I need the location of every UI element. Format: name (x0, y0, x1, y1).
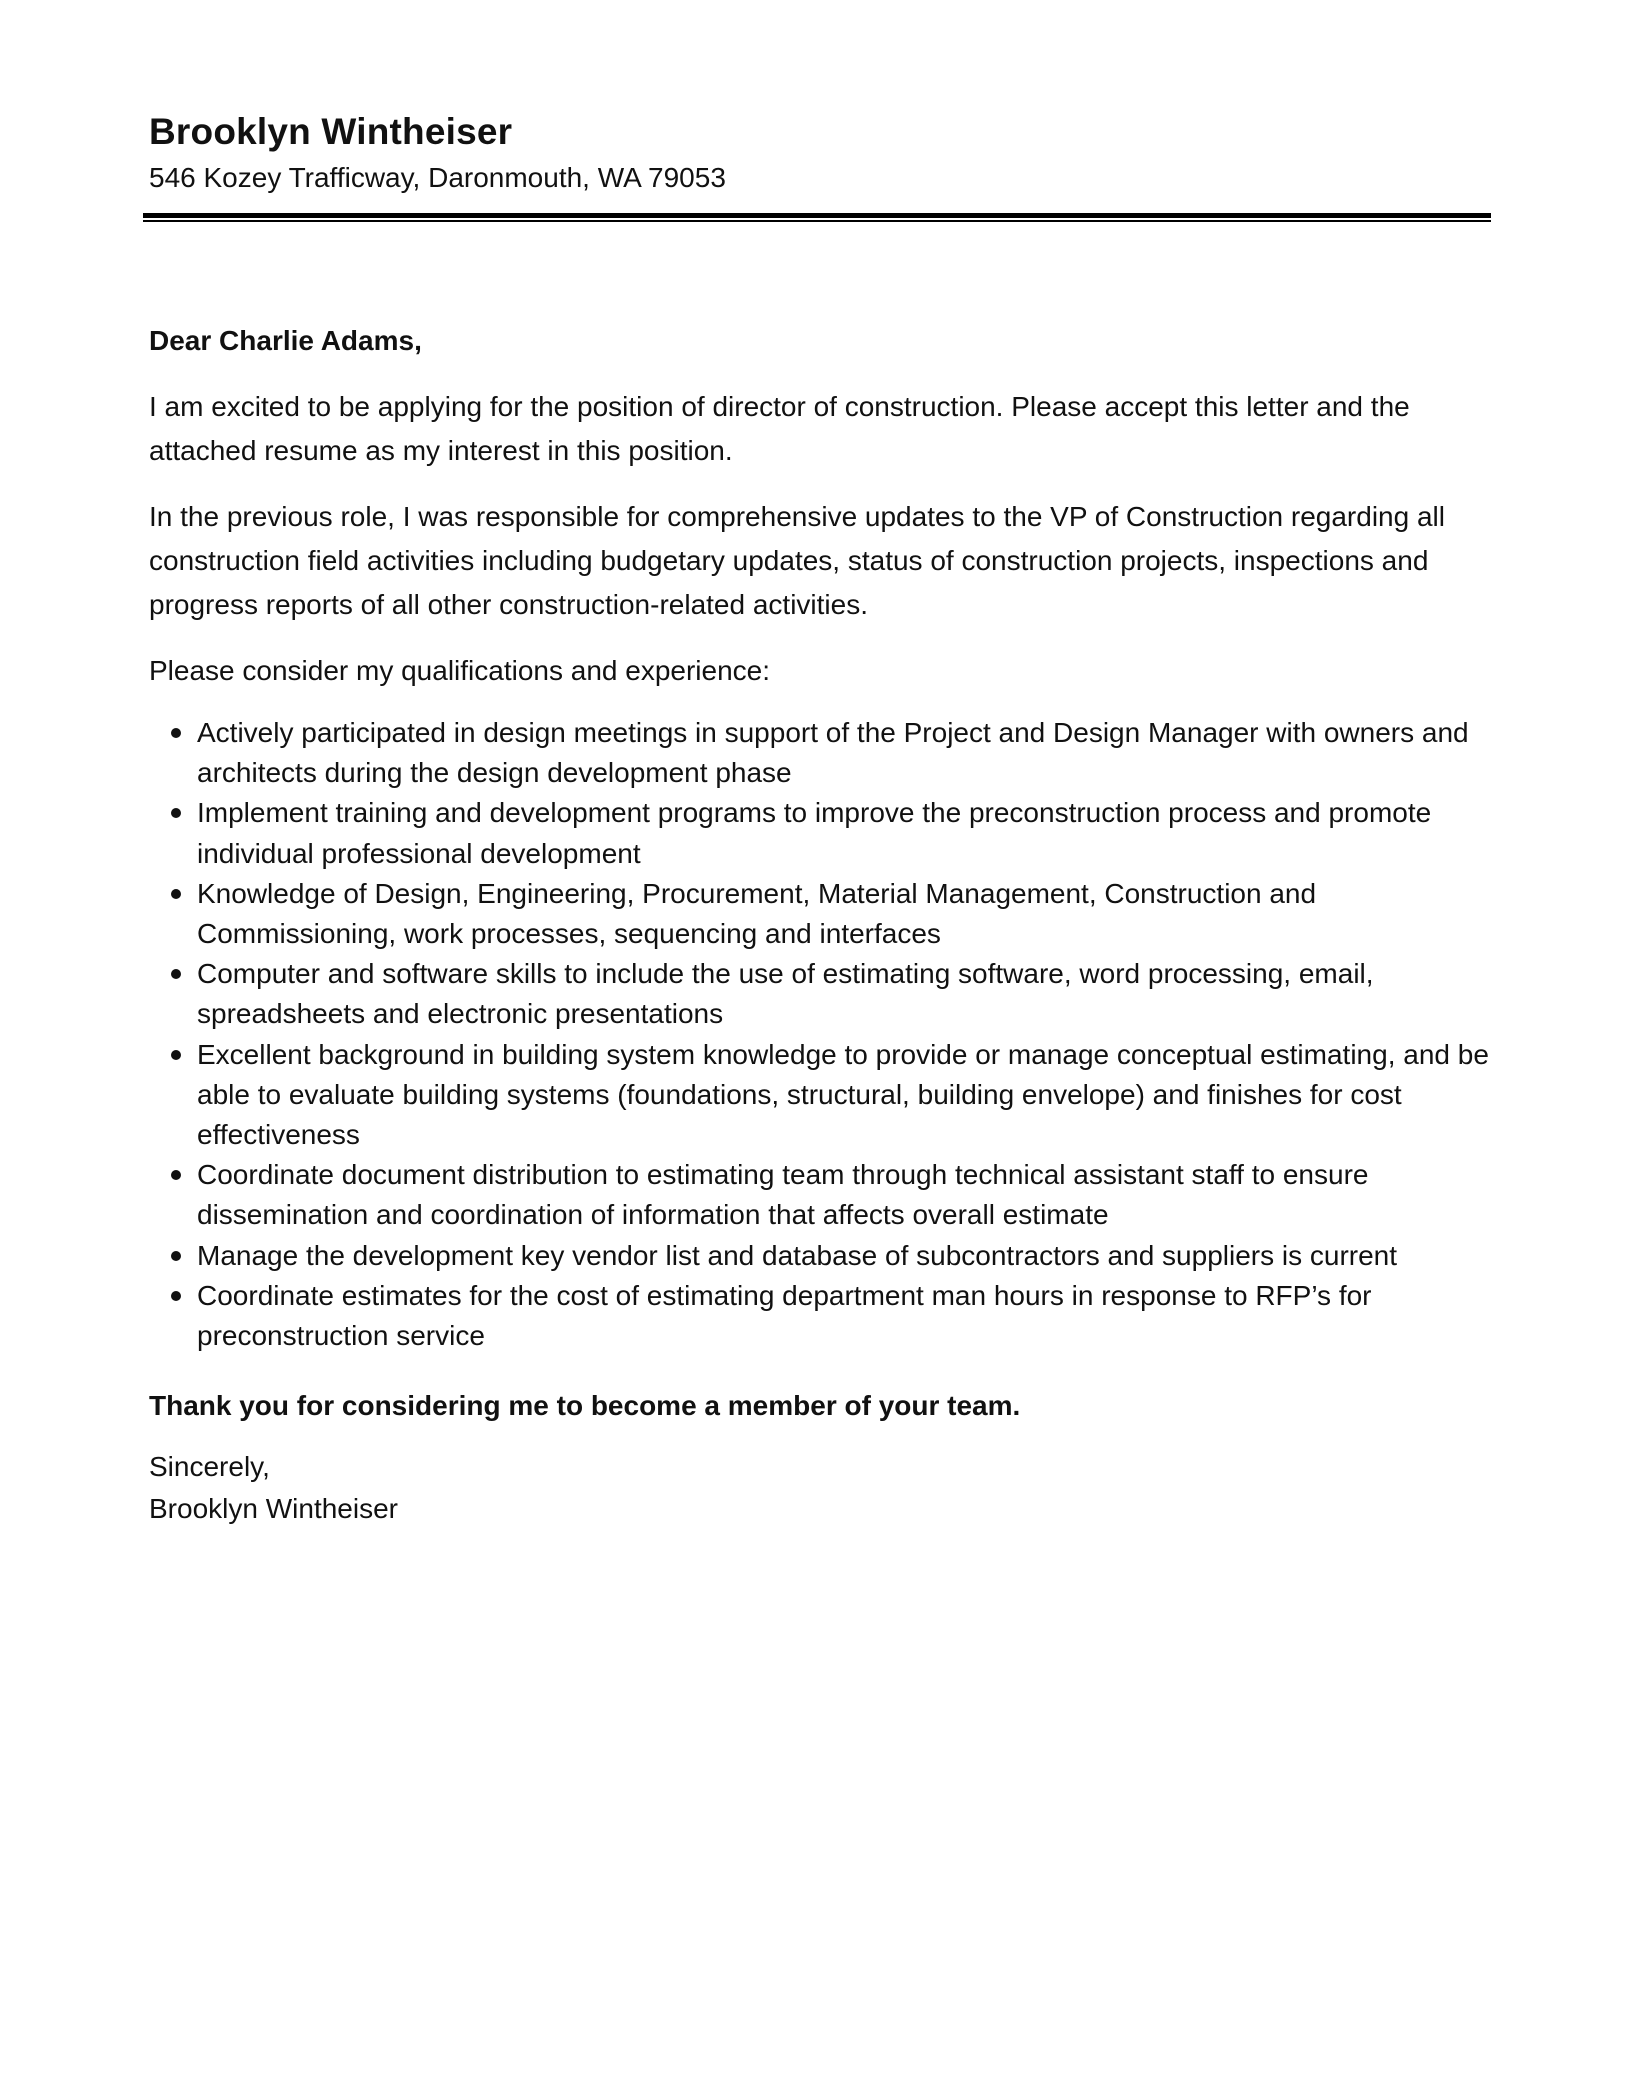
list-item (149, 793, 1489, 873)
list-item-text: Actively participated in design meetings in support of the Project and Design Manager with owners and architects during the design development phase (197, 717, 1469, 789)
list-item (149, 874, 1489, 954)
qualifications-list (149, 713, 1489, 1356)
list-item-text: Excellent background in building system knowledge to provide or manage conceptual estimating, and be able to evaluate building systems (foundations, structural, building envelope) and finishes for cost effectiveness (197, 1038, 1489, 1151)
list-item-text: Coordinate estimates for the cost of estimating department man hours in response to RFP’s for preconstruction service (197, 1279, 1372, 1352)
list-item (149, 1276, 1489, 1356)
signoff: Sincerely, (149, 1451, 270, 1483)
letter-header (149, 108, 1489, 198)
sender-name: Brooklyn Wintheiser (149, 111, 513, 152)
bullet-icon (171, 1291, 181, 1301)
bullet-icon (171, 1251, 181, 1261)
experience-paragraph: In the previous role, I was responsible for comprehensive updates to the VP of Construction regarding all construction field activities including budgetary updates, status of construction projects, inspections and progress reports of all other construction-related activities. (149, 501, 1445, 620)
list-item-text: Manage the development key vendor list and database of subcontractors and suppliers is current (197, 1239, 1398, 1271)
list-item (149, 1236, 1489, 1276)
list-item (149, 1035, 1489, 1156)
bullet-icon (171, 728, 181, 738)
bullet-icon (171, 1050, 181, 1060)
bullet-icon (171, 808, 181, 818)
list-item-text: Computer and software skills to include the use of estimating software, word processing, email, spreadsheets and electronic presentations (197, 958, 1374, 1030)
bullet-icon (171, 969, 181, 979)
intro-paragraph: I am excited to be applying for the position of director of construction. Please accept this letter and the attached resume as my interest in this position. (149, 391, 1410, 466)
bullet-icon (171, 889, 181, 899)
header-divider-thin (143, 220, 1491, 222)
letter-body (149, 319, 1489, 1530)
signature-name: Brooklyn Wintheiser (149, 1493, 398, 1525)
list-item-text: Knowledge of Design, Engineering, Procurement, Material Management, Construction and Commissioning, work processes, sequencing and interfaces (197, 877, 1317, 950)
list-item-text: Coordinate document distribution to estimating team through technical assistant staff to ensure dissemination and coordination of information that affects overall estimate (197, 1159, 1369, 1231)
header-divider-thick (143, 213, 1491, 218)
bullet-icon (171, 1170, 181, 1180)
list-item (149, 713, 1489, 793)
salutation: Dear Charlie Adams, (149, 325, 422, 356)
list-item-text: Implement training and development programs to improve the preconstruction process and promote individual professional development (197, 797, 1432, 869)
list-item (149, 954, 1489, 1034)
list-item (149, 1155, 1489, 1235)
closing-statement: Thank you for considering me to become a member of your team. (149, 1390, 1021, 1422)
qualifications-lead-in: Please consider my qualifications and experience: (149, 655, 771, 686)
sender-address: 546 Kozey Trafficway, Daronmouth, WA 79053 (149, 162, 726, 193)
